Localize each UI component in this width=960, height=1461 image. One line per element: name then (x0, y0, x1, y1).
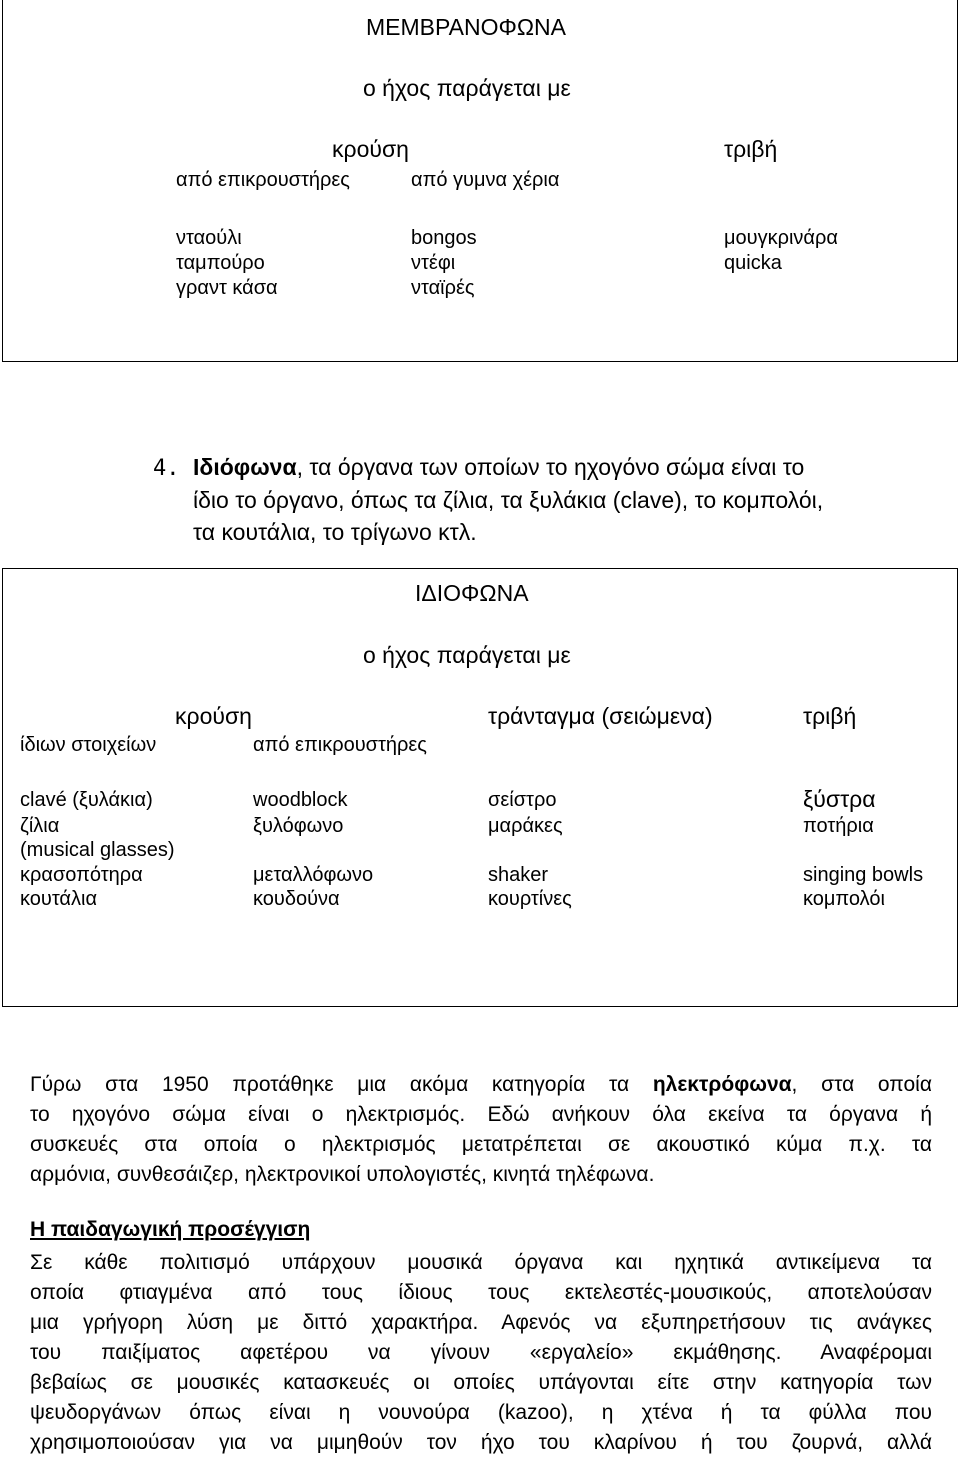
idiophone-item: ξυλόφωνο (253, 815, 344, 837)
idiophone-item: κουρτίνες (488, 888, 572, 910)
membranophones-sub-beaters: από επικρουστήρες (176, 169, 350, 191)
section-number: 4. (153, 456, 180, 481)
idiophone-item: σείστρο (488, 789, 557, 811)
membranophones-friction: τριβή (724, 136, 778, 162)
pedagogy-line: βεβαίως σε μουσικές κατασκευές οι οποίες υπάγονται είτε στην κατηγορία των (30, 1371, 932, 1394)
section4-line1-text: , τα όργανα των οποίων το ηχογόνο σώμα είναι το (296, 454, 805, 480)
section4-line2: ίδιο το όργανο, όπως τα ζίλια, τα ξυλάκια (clave), το κομπολόι, (193, 487, 824, 513)
membranophone-item: ντέφι (411, 252, 456, 274)
membranophone-item: μουγκρινάρα (724, 227, 838, 249)
idiophones-percussion: κρούση (175, 703, 252, 729)
idiophones-shaking: τράνταγμα (σειώμενα) (488, 703, 713, 729)
idiophone-item: ποτήρια (803, 815, 874, 837)
idiophones-sub-own: ίδιων στοιχείων (20, 734, 157, 756)
pedagogy-heading: Η παιδαγωγική προσέγγιση (30, 1218, 311, 1241)
idiophone-item: κρασοπότηρα (20, 864, 143, 886)
electrophones-line (30, 1070, 932, 1100)
idiophone-item: (musical glasses) (20, 839, 175, 861)
pedagogy-line: Σε κάθε πολιτισμό υπάρχουν μουσικά όργανα και ηχητικά αντικείμενα τα (30, 1251, 932, 1274)
idiophone-item: ξύστρα (803, 786, 876, 812)
idiophone-item: shaker (488, 864, 549, 886)
membranophone-item: quicka (724, 252, 782, 274)
pedagogy-line: οποία φτιαγμένα από τους ίδιους τους εκτελεστές-μουσικούς, αποτελούσαν (30, 1281, 932, 1304)
electrophones-line: αρμόνια, συνθεσάιζερ, ηλεκτρονικοί υπολογιστές, κινητά τηλέφωνα. (30, 1163, 655, 1186)
idiophone-item: clavé (ξυλάκια) (20, 789, 153, 811)
idiophone-item: singing bowls (803, 864, 924, 886)
idiophone-item: κουτάλια (20, 888, 98, 910)
membranophones-sub-hands: από γυμνα χέρια (411, 169, 560, 191)
pedagogy-line: χρησιμοποιούσαν για να μιμηθούν τον ήχο του κλαρίνου ή του ζουρνά, αλλά (30, 1431, 932, 1454)
idiophones-sub-beaters: από επικρουστήρες (253, 734, 427, 756)
electrophones-line: το ηχογόνο σώμα είναι ο ηλεκτρισμός. Εδώ ανήκουν όλα εκείνα τα όργανα ή (30, 1103, 932, 1126)
pedagogy-line: μια γρήγορη λύση με διττό χαρακτήρα. Αφενός να εξυπηρετήσουν τις ανάγκες (30, 1311, 932, 1334)
electrophones-paragraph (30, 1070, 932, 1190)
electrophones-term: ηλεκτρόφωνα (652, 1073, 792, 1096)
membranophones-subtitle: ο ήχος παράγεται με (363, 75, 571, 101)
pedagogy-line: ψευδοργάνων όπως είναι η νουνούρα (kazoo), η χτένα ή τα φύλλα που (30, 1401, 932, 1424)
membranophone-item: bongos (411, 227, 477, 249)
membranophone-item: ταμπούρο (176, 252, 265, 274)
electrophones-text: Γύρω στα 1950 προτάθηκε μια ακόμα κατηγορία τα (30, 1073, 653, 1096)
idiophone-item: μαράκες (488, 815, 563, 837)
membranophone-item: γραντ κάσα (176, 277, 278, 299)
electrophones-text: , στα οποία (791, 1073, 932, 1096)
pedagogy-paragraph (30, 1248, 932, 1458)
membranophones-percussion: κρούση (332, 136, 409, 162)
electrophones-line: συσκευές στα οποία ο ηλεκτρισμός μετατρέπεται σε ακουστικό κύμα π.χ. τα (30, 1133, 932, 1156)
section4-line3: τα κουτάλια, το τρίγωνο κτλ. (193, 519, 477, 545)
idiophone-item: woodblock (253, 789, 348, 811)
idiophone-item: κομπολόι (803, 888, 885, 910)
idiophone-item: μεταλλόφωνο (253, 864, 374, 886)
idiophone-item: ζίλια (20, 815, 60, 837)
membranophone-item: νταϊρές (411, 277, 475, 299)
section4-line1 (193, 456, 804, 479)
section4-term: Ιδιόφωνα (193, 454, 297, 480)
membranophone-item: νταούλι (176, 227, 242, 249)
membranophones-title: ΜΕΜΒΡΑΝΟΦΩΝΑ (366, 14, 566, 40)
idiophones-friction: τριβή (803, 703, 857, 729)
idiophone-item: κουδούνα (253, 888, 340, 910)
idiophones-subtitle: ο ήχος παράγεται με (363, 642, 571, 668)
idiophones-title: ΙΔΙΟΦΩΝΑ (415, 580, 529, 606)
pedagogy-line: του παιξίματος αφετέρου να γίνουν «εργαλείο» εκμάθησης. Αναφέρομαι (30, 1341, 932, 1364)
